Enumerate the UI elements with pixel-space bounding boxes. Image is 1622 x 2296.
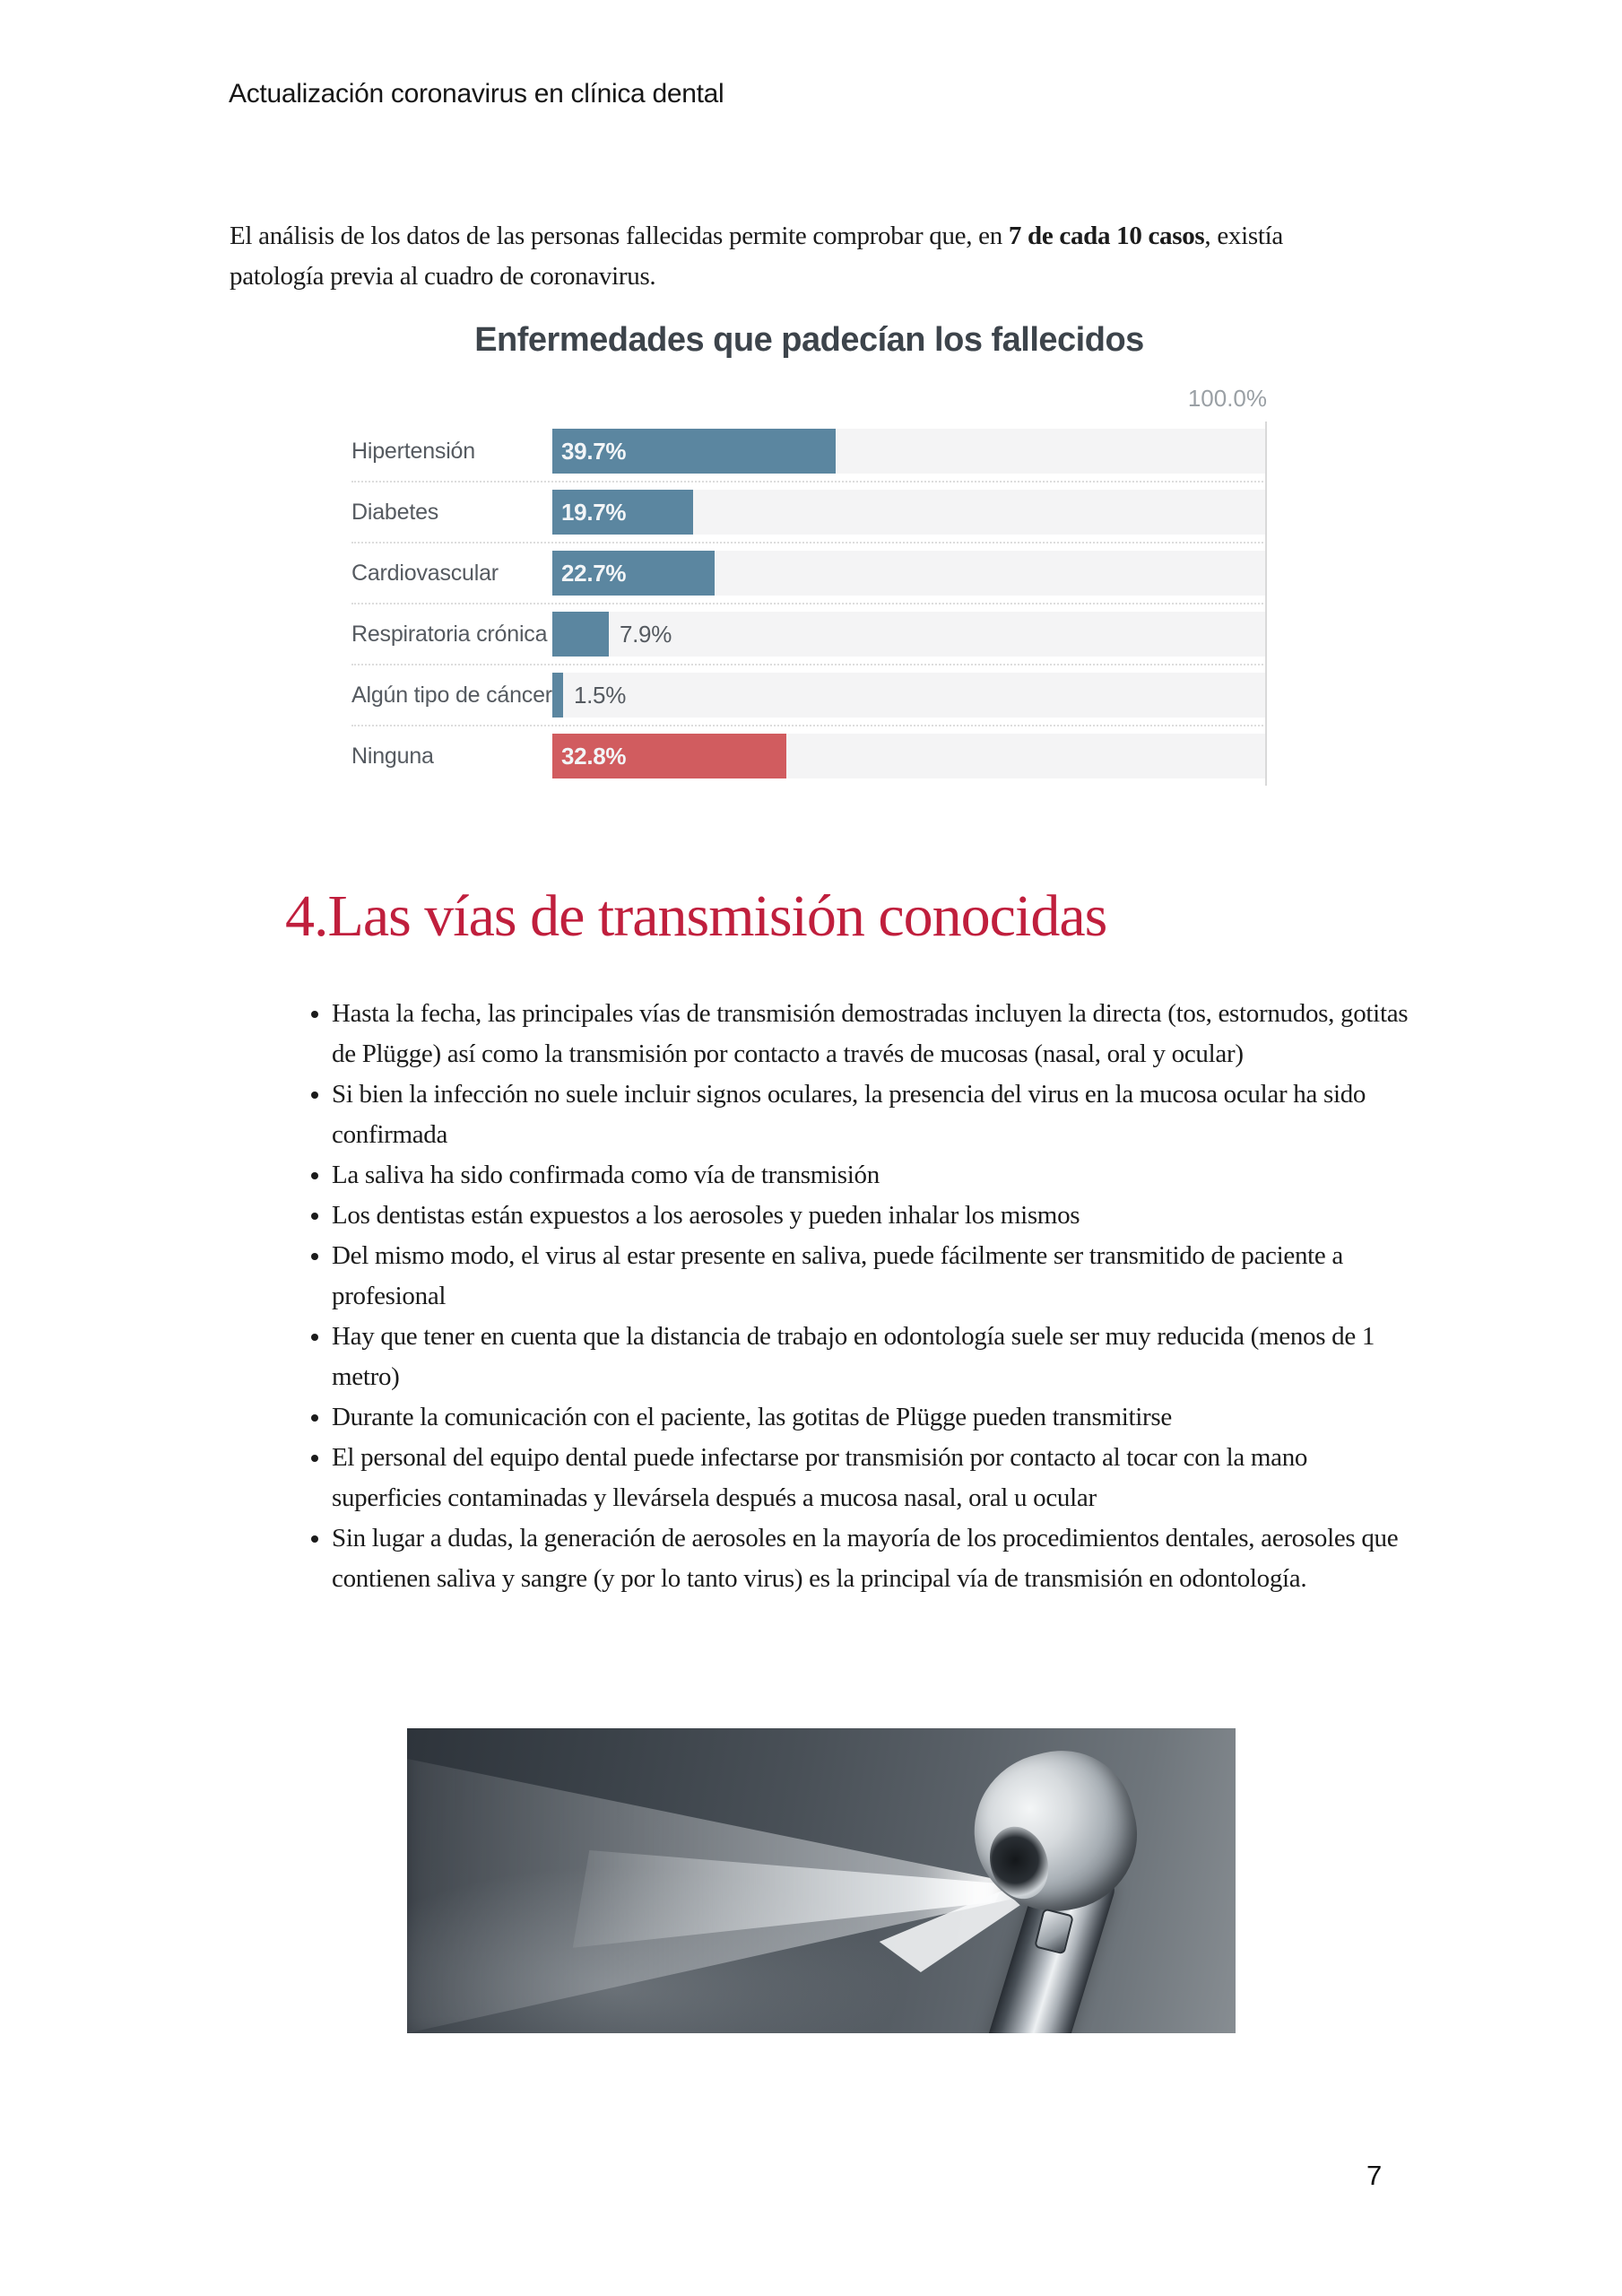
category-label: Ninguna xyxy=(351,743,434,769)
bullet-item: • Hay que tener en cuenta que la distancia de trabajo en odontología suele ser muy reducida (menos de 1 metro) xyxy=(332,1317,1417,1397)
chart-row-respiratoria xyxy=(351,604,1267,665)
category-label: Diabetes xyxy=(351,499,439,525)
chart-row-hipertension xyxy=(351,422,1267,483)
category-label: Cardiovascular xyxy=(351,560,499,586)
bar-cancer xyxy=(552,673,563,718)
chart-row-ninguna xyxy=(351,726,1267,786)
bullet-item: • Hasta la fecha, las principales vías de transmisión demostradas incluyen la directa (tos, estornudos, gotitas de Plügge) así como la transmisión por contacto a través de mucosas (nasal, oral y ocular) xyxy=(332,994,1417,1074)
bar-diabetes xyxy=(552,490,693,535)
bullet-item: • La saliva ha sido confirmada como vía de transmisión xyxy=(332,1155,1417,1196)
bar-value: 39.7% xyxy=(561,437,627,465)
category-label: Algún tipo de cáncer xyxy=(351,682,552,708)
bar-respiratoria xyxy=(552,612,609,657)
chart-row-cardiovascular xyxy=(351,544,1267,604)
bar-hipertension xyxy=(552,429,836,474)
category-label: Respiratoria crónica xyxy=(351,621,548,647)
bullet-item: • Durante la comunicación con el paciente, las gotitas de Plügge pueden transmitirse xyxy=(332,1397,1417,1438)
bar-track xyxy=(552,551,1267,596)
chart-row-diabetes xyxy=(351,483,1267,544)
page-number: 7 xyxy=(1366,2160,1383,2191)
bullet-item: • Del mismo modo, el virus al estar presente en saliva, puede fácilmente ser transmitido de paciente a profesional xyxy=(332,1236,1417,1317)
section-heading-transmission: 4.Las vías de transmisión conocidas xyxy=(285,883,1107,949)
intro-text-after: , existía patología previa al cuadro de coronavirus. xyxy=(230,222,1283,291)
intro-text-bold: 7 de cada 10 casos xyxy=(1008,222,1205,250)
bar-track xyxy=(552,673,1267,718)
diseases-bar-chart xyxy=(351,321,1267,786)
bullet-item: • Si bien la infección no suele incluir signos oculares, la presencia del virus en la mucosa ocular ha sido confirmada xyxy=(332,1074,1417,1155)
page-header: Actualización coronavirus en clínica dental xyxy=(229,79,724,109)
bar-value: 19.7% xyxy=(561,498,627,526)
chart-row-cancer xyxy=(351,665,1267,726)
intro-text-before: El análisis de los datos de las personas fallecidas permite comprobar que, en xyxy=(230,222,1009,250)
bar-value: 32.8% xyxy=(561,742,627,770)
bar-value: 1.5% xyxy=(573,681,627,709)
chart-rows xyxy=(351,422,1267,786)
bar-ninguna xyxy=(552,734,786,778)
bullet-item: • El personal del equipo dental puede infectarse por transmisión por contacto al tocar con la mano superficies contaminadas y llevársela después a mucosa nasal, oral u ocular xyxy=(332,1438,1417,1518)
transmission-bullet-list xyxy=(280,994,1417,1599)
chart-title: Enfermedades que padecían los fallecidos xyxy=(474,321,1144,359)
bar-track xyxy=(552,612,1267,657)
bullet-item: • Los dentistas están expuestos a los aerosoles y pueden inhalar los mismos xyxy=(332,1196,1417,1236)
bar-cardiovascular xyxy=(552,551,715,596)
dental-handpiece-photo xyxy=(407,1728,1236,2033)
intro-paragraph xyxy=(230,216,1341,297)
bullet-item: • Sin lugar a dudas, la generación de aerosoles en la mayoría de los procedimientos dentales, aerosoles que contienen saliva y sangre (y por lo tanto virus) es la principal vía de transmisión en odontología. xyxy=(332,1518,1417,1599)
category-label: Hipertensión xyxy=(351,438,475,464)
axis-max-label: 100.0% xyxy=(1187,385,1267,412)
bar-track xyxy=(552,490,1267,535)
bar-value: 22.7% xyxy=(561,559,627,587)
bar-track xyxy=(552,734,1267,778)
bar-value: 7.9% xyxy=(619,620,672,648)
bar-track xyxy=(552,429,1267,474)
